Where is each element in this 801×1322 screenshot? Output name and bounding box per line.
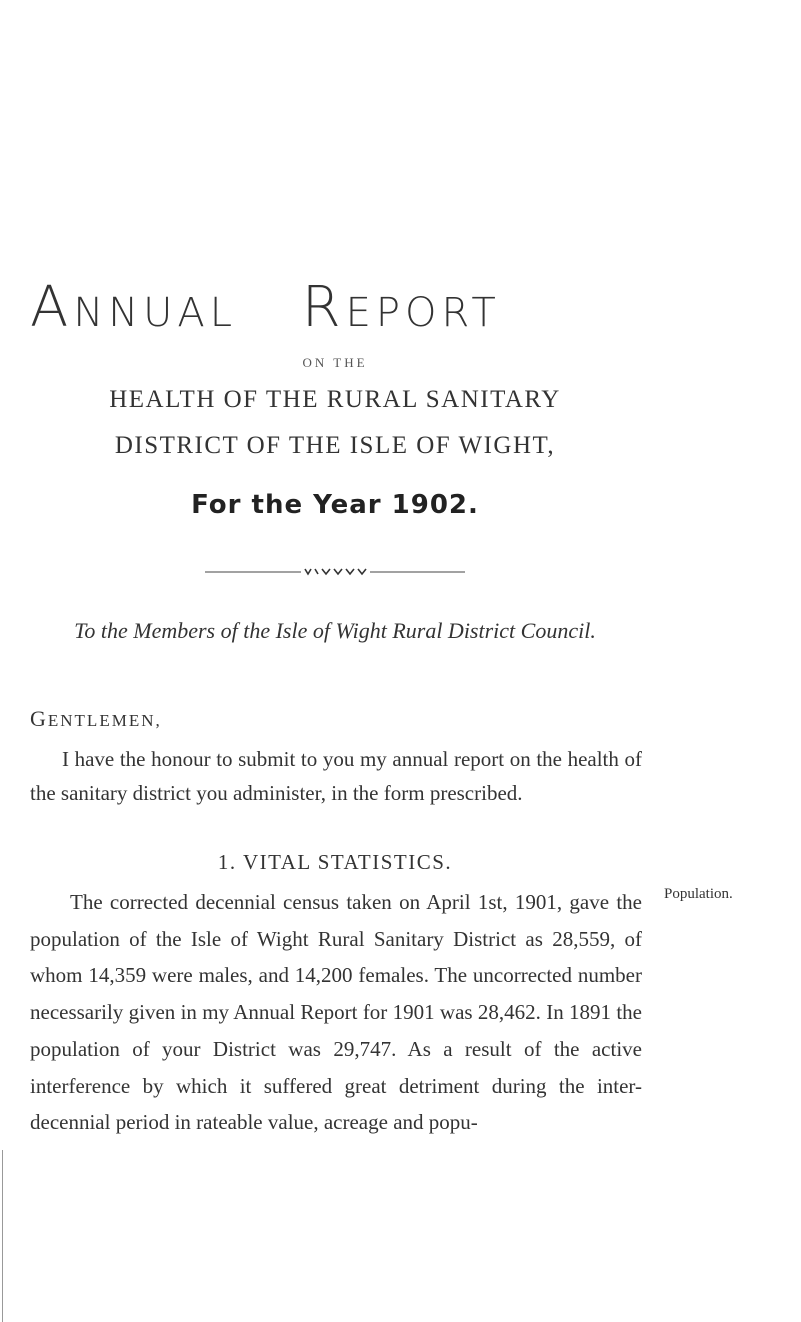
address-line: To the Members of the Isle of Wight Rural District Council. bbox=[74, 618, 596, 643]
section-heading-vital-statistics: 1. VITAL STATISTICS. bbox=[217, 850, 453, 874]
on-the-label: ON THE bbox=[302, 355, 368, 370]
margin-note-population: Population. bbox=[664, 886, 733, 902]
ornamental-divider bbox=[205, 566, 465, 578]
report-year: For the Year 1902. bbox=[191, 490, 479, 520]
subtitle-line-1: HEALTH OF THE RURAL SANITARY bbox=[109, 386, 561, 413]
title-word-report: EPORT bbox=[345, 290, 501, 336]
subtitle-line-2: DISTRICT OF THE ISLE OF WIGHT, bbox=[114, 432, 556, 459]
intro-paragraph: I have the honour to submit to you my annual report on the health of the sanitary district you administer, in the form prescribed. bbox=[30, 747, 642, 805]
salutation-rest: ENTLEMEN, bbox=[47, 711, 162, 730]
title-word-annual: NNUAL bbox=[73, 290, 238, 336]
title-initial-a: A bbox=[30, 275, 74, 340]
title-initial-r: R bbox=[301, 275, 346, 340]
page-edge-line bbox=[2, 1150, 3, 1322]
salutation-initial: G bbox=[30, 706, 48, 731]
report-title bbox=[30, 275, 650, 343]
population-paragraph: The corrected decennial census taken on April 1st, 1901, gave the population of the Isle of Wight Rural Sanitary District as 28,559, of whom 14,359 were males, and 14,200 females. The uncorrected number necessarily given in my Annual Report for 1901 was 28,462. In 1891 the population of your District was 29,747. As a result of the active interference by which it suffered great detriment during the inter-decennial period in rateable value, acreage and popu- bbox=[30, 890, 642, 1135]
salutation bbox=[30, 706, 162, 732]
